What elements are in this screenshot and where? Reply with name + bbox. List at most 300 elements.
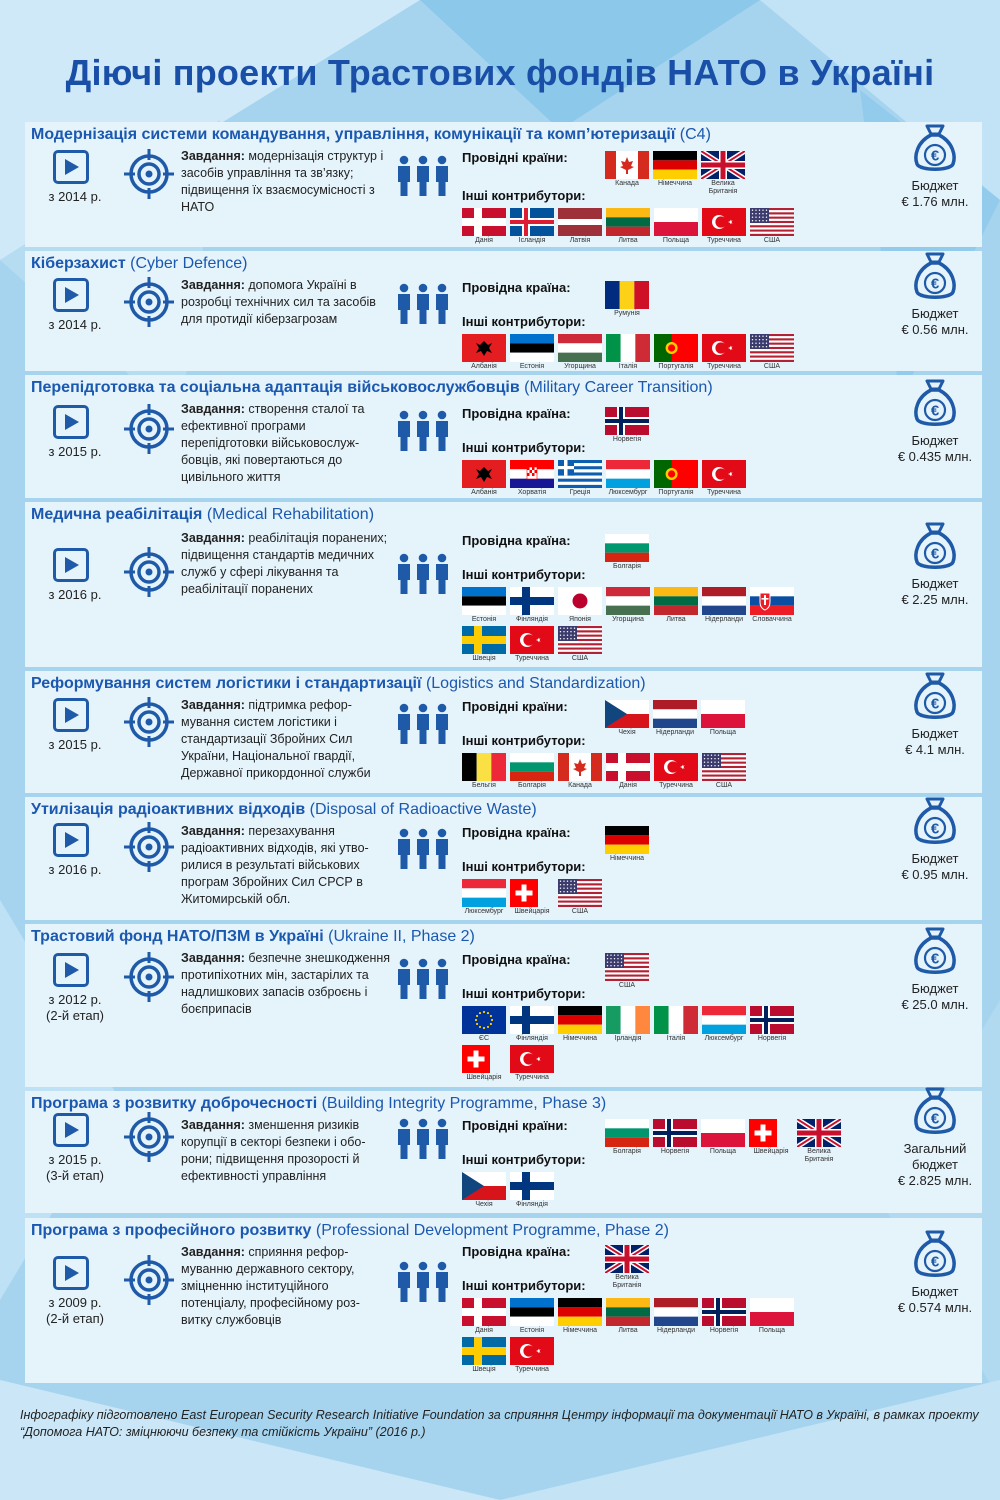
flag-dk xyxy=(606,753,650,790)
task-text: перезахування радіоактивних відходів, які утво-рилися в результаті військових програм Збройних Сил СРСР в Житомирській обл. xyxy=(181,824,369,906)
other-contributors-label: Інші контрибутори: xyxy=(462,188,586,203)
flag-no-icon xyxy=(750,1006,794,1034)
flag-country-name: Велика Британія xyxy=(708,180,738,195)
flag-country-name: Латвія xyxy=(569,237,591,244)
flag-ee xyxy=(510,1298,554,1335)
flag-country-name: Естонія xyxy=(471,616,497,623)
budget-block xyxy=(885,670,985,758)
flag-country-name: Фінляндія xyxy=(516,1201,548,1208)
project-title xyxy=(31,675,646,693)
task-label: Завдання: xyxy=(181,1245,249,1259)
budget-amount: € 2.825 млн. xyxy=(897,1173,973,1188)
flag-al xyxy=(462,334,506,371)
flag-country-name: Італія xyxy=(618,363,638,370)
start-year: з 2015 р. (3-й етап) xyxy=(25,1152,125,1184)
flag-ch xyxy=(510,879,554,916)
flag-ch-icon xyxy=(510,879,554,907)
flag-pl-icon xyxy=(654,208,698,236)
project-task xyxy=(181,1244,391,1329)
flag-country-name: Бельгія xyxy=(472,782,496,789)
flag-country-name: Польща xyxy=(709,729,737,736)
project-title-en: (Military Career Transition) xyxy=(524,379,713,396)
budget-label: Бюджет xyxy=(911,1284,959,1299)
project-title xyxy=(31,379,713,397)
flag-se-icon xyxy=(462,1337,506,1365)
flag-us-icon xyxy=(750,334,794,362)
flag-gb xyxy=(797,1119,841,1164)
flag-country-name: США xyxy=(571,655,589,662)
flag-country-name: Японія xyxy=(569,616,591,623)
flag-us-icon xyxy=(605,953,649,981)
task-label: Завдання: xyxy=(181,149,249,163)
flag-country-name: Словаччина xyxy=(752,616,792,623)
project-title xyxy=(31,506,374,524)
project-phase: (3-й етап) xyxy=(46,1168,104,1183)
flag-country-name: Албанія xyxy=(471,489,497,496)
project-title-en: (C4) xyxy=(679,126,711,143)
budget-block xyxy=(885,795,985,883)
budget-text xyxy=(885,1284,985,1316)
flag-tr-icon xyxy=(510,1045,554,1073)
flag-be-icon xyxy=(462,753,506,781)
task-label: Завдання: xyxy=(181,1118,249,1132)
flag-country-name: Болгарія xyxy=(613,1148,641,1155)
budget-text xyxy=(885,306,985,338)
budget-label: Бюджет xyxy=(911,433,959,448)
flag-country-name: Польща xyxy=(662,237,690,244)
budget-text xyxy=(885,576,985,608)
budget-label: Бюджет xyxy=(911,981,959,996)
project-task xyxy=(181,148,391,216)
flag-al-icon xyxy=(462,460,506,488)
project-task xyxy=(181,823,391,908)
flag-tr xyxy=(654,753,698,790)
target-icon xyxy=(123,821,175,878)
other-contributors-label: Інші контрибутори: xyxy=(462,1152,586,1167)
lead-countries-label: Провідна країна: xyxy=(462,825,571,840)
project-section xyxy=(25,1091,982,1213)
flag-us xyxy=(558,879,602,916)
money-bag-euro-icon xyxy=(911,670,959,722)
flag-country-name: Чехія xyxy=(475,1201,493,1208)
budget-text xyxy=(885,178,985,210)
flag-de-icon xyxy=(653,151,697,179)
play-icon xyxy=(53,278,89,312)
flag-cz xyxy=(462,1172,506,1209)
flag-country-name: Німеччина xyxy=(562,1035,598,1042)
project-title-uk: Медична реабілітація xyxy=(31,506,207,523)
flag-country-name: Туреччина xyxy=(659,782,693,789)
budget-text xyxy=(885,433,985,465)
flag-country-name: Люксембург xyxy=(608,489,648,496)
flag-cz-icon xyxy=(605,700,649,728)
project-title-en: (Professional Development Programme, Phase 2) xyxy=(315,1222,669,1239)
flag-country-name: Естонія xyxy=(519,1327,545,1334)
budget-label: Бюджет xyxy=(911,726,959,741)
project-section xyxy=(25,1218,982,1383)
svg-text:€: € xyxy=(930,820,940,838)
flag-country-name: Швейцарія xyxy=(466,1074,502,1081)
task-label: Завдання: xyxy=(181,531,249,545)
flag-it xyxy=(606,334,650,371)
flag-country-name: США xyxy=(763,363,781,370)
flag-tr xyxy=(702,208,746,245)
project-task xyxy=(181,277,391,328)
flag-country-name: Норвегія xyxy=(660,1148,690,1155)
flag-se xyxy=(462,626,506,663)
other-contributors-label: Інші контрибутори: xyxy=(462,859,586,874)
flag-country-name: США xyxy=(618,982,636,989)
money-bag-euro-icon xyxy=(911,377,959,429)
flag-country-name: Люксембург xyxy=(704,1035,744,1042)
other-contributors-label: Інші контрибутори: xyxy=(462,314,586,329)
project-section xyxy=(25,797,982,920)
flag-country-name: Чехія xyxy=(618,729,636,736)
flag-de-icon xyxy=(558,1298,602,1326)
flag-country-name: Португалія xyxy=(658,363,694,370)
flag-gb xyxy=(605,1245,649,1290)
project-title xyxy=(31,928,475,946)
flag-lu-icon xyxy=(462,879,506,907)
budget-label: Бюджет xyxy=(911,851,959,866)
flag-country-name: Ірландія xyxy=(614,1035,642,1042)
flag-de-icon xyxy=(558,1006,602,1034)
flag-ee-icon xyxy=(462,587,506,615)
start-year: з 2014 р. xyxy=(48,317,102,332)
flag-country-name: Велика Британія xyxy=(612,1274,642,1289)
flag-no-icon xyxy=(702,1298,746,1326)
project-title xyxy=(31,1222,669,1240)
budget-amount: € 2.25 млн. xyxy=(901,592,969,607)
flag-country-name: Люксембург xyxy=(464,908,504,915)
flag-country-name: Фінляндія xyxy=(516,616,548,623)
money-bag-euro-icon xyxy=(911,122,959,174)
project-title-en: (Logistics and Standardization) xyxy=(425,675,646,692)
flag-country-name: Данія xyxy=(619,782,637,789)
flag-us-icon xyxy=(558,626,602,654)
flag-hr xyxy=(510,460,554,497)
budget-label: Бюджет xyxy=(911,178,959,193)
other-contributors-label: Інші контрибутори: xyxy=(462,986,586,1001)
flag-pl-icon xyxy=(750,1298,794,1326)
flag-dk xyxy=(462,208,506,245)
money-bag-euro-icon xyxy=(911,1228,959,1280)
budget-text xyxy=(885,851,985,883)
flag-country-name: Румунія xyxy=(614,310,640,317)
flag-tr-icon xyxy=(654,753,698,781)
flag-country-name: Канада xyxy=(568,782,592,789)
flag-country-name: Албанія xyxy=(471,363,497,370)
svg-text:€: € xyxy=(930,147,940,165)
flag-country-name: Хорватія xyxy=(517,489,547,496)
budget-amount: € 0.574 млн. xyxy=(897,1300,973,1315)
budget-block xyxy=(885,520,985,608)
budget-amount: € 1.76 млн. xyxy=(901,194,969,209)
flag-lt xyxy=(606,1298,650,1335)
flag-nl xyxy=(653,700,697,737)
budget-block xyxy=(885,122,985,210)
flag-country-name: Данія xyxy=(475,1327,493,1334)
flag-dk xyxy=(462,1298,506,1335)
flag-us xyxy=(702,753,746,790)
flag-bg-icon xyxy=(605,534,649,562)
task-text: безпечне знешкодження протипіхотних мін, застарілих та надлишкових запасів озброєнь і боєприпасів xyxy=(181,951,391,1016)
project-phase: (2-й етап) xyxy=(46,1311,104,1326)
other-contributors-label: Інші контрибутори: xyxy=(462,1278,586,1293)
flag-country-name: Німеччина xyxy=(657,180,693,187)
flag-tr-icon xyxy=(702,334,746,362)
money-bag-euro-icon xyxy=(911,1085,959,1137)
flag-ro xyxy=(605,281,649,318)
flag-fi xyxy=(510,587,554,624)
budget-block xyxy=(885,1228,985,1316)
people-icon xyxy=(395,827,451,876)
flag-country-name: Фінляндія xyxy=(516,1035,548,1042)
flag-de xyxy=(558,1006,602,1043)
flag-jp xyxy=(558,587,602,624)
flag-tr-icon xyxy=(510,626,554,654)
project-section xyxy=(25,122,982,247)
flag-jp-icon xyxy=(558,587,602,615)
money-bag-euro-icon xyxy=(911,795,959,847)
flag-country-name: Швеція xyxy=(472,1366,496,1373)
project-title-uk: Утилізація радіоактивних відходів xyxy=(31,801,310,818)
flag-pl xyxy=(701,1119,745,1156)
project-title xyxy=(31,126,711,144)
flag-country-name: Канада xyxy=(615,180,639,187)
flag-country-name: ЄС xyxy=(478,1035,490,1042)
flag-tr-icon xyxy=(702,208,746,236)
flag-no xyxy=(750,1006,794,1043)
flag-tr xyxy=(702,334,746,371)
flag-ro-icon xyxy=(605,281,649,309)
flag-country-name: США xyxy=(763,237,781,244)
lead-countries-label: Провідна країна: xyxy=(462,533,571,548)
flag-country-name: США xyxy=(571,908,589,915)
target-icon xyxy=(123,951,175,1008)
flag-ie-icon xyxy=(606,1006,650,1034)
flag-tr xyxy=(510,1337,554,1374)
flag-country-name: США xyxy=(715,782,733,789)
flag-country-name: Туреччина xyxy=(515,655,549,662)
play-icon xyxy=(53,150,89,184)
flag-ch xyxy=(749,1119,793,1156)
flag-nl xyxy=(702,587,746,624)
project-task xyxy=(181,530,391,598)
flag-ee-icon xyxy=(510,334,554,362)
flag-be xyxy=(462,753,506,790)
target-icon xyxy=(123,696,175,753)
flag-country-name: Греція xyxy=(569,489,591,496)
project-section xyxy=(25,375,982,498)
project-title-uk: Модернізація системи командування, управління, комунікації та комп’ютеризації xyxy=(31,126,680,143)
flag-country-name: Туреччина xyxy=(707,363,741,370)
flag-us-icon xyxy=(558,879,602,907)
flag-gb-icon xyxy=(797,1119,841,1147)
flag-is xyxy=(510,208,554,245)
flag-dk-icon xyxy=(606,753,650,781)
project-title-uk: Реформування систем логістики і стандартизації xyxy=(31,675,426,692)
svg-text:€: € xyxy=(930,275,940,293)
flag-country-name: Туреччина xyxy=(707,237,741,244)
flag-us xyxy=(605,953,649,990)
svg-text:€: € xyxy=(930,1253,940,1271)
flag-country-name: Болгарія xyxy=(518,782,546,789)
flag-tr-icon xyxy=(702,460,746,488)
flag-fi xyxy=(510,1172,554,1209)
flag-hu xyxy=(558,334,602,371)
budget-block xyxy=(885,925,985,1013)
project-title-en: (Medical Rehabilitation) xyxy=(206,506,375,523)
flag-pl xyxy=(654,208,698,245)
flag-pt-icon xyxy=(654,334,698,362)
flag-no xyxy=(605,407,649,444)
flag-ie xyxy=(606,1006,650,1043)
target-icon xyxy=(123,546,175,603)
task-text: підтримка рефор-мування систем логістики і стандартизації Збройних Сил України, Національної гвардії, Державної прикордонної служби xyxy=(181,698,371,780)
project-section xyxy=(25,251,982,371)
people-icon xyxy=(395,957,451,1006)
svg-text:€: € xyxy=(930,402,940,420)
people-icon xyxy=(395,154,451,203)
start-year: з 2012 р. (2-й етап) xyxy=(25,992,125,1024)
start-year: з 2014 р. xyxy=(48,189,102,204)
money-bag-euro-icon xyxy=(911,520,959,572)
task-label: Завдання: xyxy=(181,824,249,838)
task-text: зменшення ризиків корупції в секторі безпеки і обо-рони; підвищення прозорості й ефективності управління xyxy=(181,1118,366,1183)
flag-ee xyxy=(462,587,506,624)
flag-lt-icon xyxy=(654,587,698,615)
people-icon xyxy=(395,702,451,751)
flag-country-name: Німеччина xyxy=(562,1327,598,1334)
project-section xyxy=(25,671,982,793)
flag-nl xyxy=(654,1298,698,1335)
flag-tr-icon xyxy=(510,1337,554,1365)
project-title-en: (Cyber Defence) xyxy=(130,255,248,272)
flag-country-name: Туреччина xyxy=(515,1366,549,1373)
flag-nl-icon xyxy=(654,1298,698,1326)
flag-is-icon xyxy=(510,208,554,236)
project-title-uk: Трастовий фонд НАТО/ПЗМ в Україні xyxy=(31,928,329,945)
flag-pt xyxy=(654,460,698,497)
flag-sk-icon xyxy=(750,587,794,615)
lead-countries-label: Провідна країна: xyxy=(462,952,571,967)
flag-gr-icon xyxy=(558,460,602,488)
flag-no xyxy=(653,1119,697,1156)
flag-country-name: Угорщина xyxy=(564,363,596,370)
start-year: з 2016 р. xyxy=(48,862,102,877)
flag-ee-icon xyxy=(510,1298,554,1326)
flag-country-name: Нідерланди xyxy=(655,729,695,736)
flag-se xyxy=(462,1337,506,1374)
project-title-en: (Building Integrity Programme, Phase 3) xyxy=(321,1095,607,1112)
flag-ca xyxy=(558,753,602,790)
flag-hr-icon xyxy=(510,460,554,488)
money-bag-euro-icon xyxy=(911,925,959,977)
flag-fi xyxy=(510,1006,554,1043)
budget-text xyxy=(885,726,985,758)
task-text: допомога Україні в розробці технічних сил та засобів для протидії кіберзагрозам xyxy=(181,278,376,326)
people-icon xyxy=(395,1260,451,1309)
start-year: з 2016 р. xyxy=(48,587,102,602)
flag-ch-icon xyxy=(749,1119,793,1147)
budget-amount: € 0.95 млн. xyxy=(901,867,969,882)
flag-us xyxy=(558,626,602,663)
flag-country-name: Нідерланди xyxy=(656,1327,696,1334)
flag-lt-icon xyxy=(606,1298,650,1326)
flag-country-name: Ісландія xyxy=(518,237,546,244)
task-label: Завдання: xyxy=(181,402,249,416)
flag-se-icon xyxy=(462,626,506,654)
project-title-uk: Перепідготовка та соціальна адаптація військовослужбовців xyxy=(31,379,525,396)
start-year: з 2009 р. (2-й етап) xyxy=(25,1295,125,1327)
flag-al xyxy=(462,460,506,497)
flag-gb-icon xyxy=(605,1245,649,1273)
target-icon xyxy=(123,1111,175,1168)
budget-block xyxy=(885,250,985,338)
flag-nl-icon xyxy=(653,700,697,728)
flag-country-name: Болгарія xyxy=(613,563,641,570)
play-icon xyxy=(53,548,89,582)
project-task xyxy=(181,697,391,782)
flag-lu xyxy=(606,460,650,497)
project-title-uk: Програма з професійного розвитку xyxy=(31,1222,316,1239)
flag-it xyxy=(654,1006,698,1043)
svg-text:€: € xyxy=(930,695,940,713)
flag-us xyxy=(750,334,794,371)
flag-country-name: Норвегія xyxy=(757,1035,787,1042)
flag-country-name: Литва xyxy=(618,1327,638,1334)
flag-bg xyxy=(510,753,554,790)
play-icon xyxy=(53,823,89,857)
budget-label: Бюджет xyxy=(911,576,959,591)
project-title-uk: Кіберзахист xyxy=(31,255,131,272)
task-label: Завдання: xyxy=(181,698,249,712)
flag-country-name: Норвегія xyxy=(612,436,642,443)
project-section xyxy=(25,502,982,667)
project-title xyxy=(31,1095,606,1113)
flag-lu xyxy=(462,879,506,916)
task-text: модернізація структур і засобів управління та зв’язку; підвищення їх взаємосумісності з НАТО xyxy=(181,149,384,214)
project-task xyxy=(181,950,391,1018)
flag-de xyxy=(558,1298,602,1335)
project-title xyxy=(31,255,247,273)
flag-country-name: Литва xyxy=(666,616,686,623)
budget-block xyxy=(885,1085,985,1189)
start-year: з 2015 р. xyxy=(48,737,102,752)
lead-countries-label: Провідні країни: xyxy=(462,1118,568,1133)
target-icon xyxy=(123,148,175,205)
flag-lu xyxy=(702,1006,746,1043)
project-task xyxy=(181,1117,391,1185)
flag-sk xyxy=(750,587,794,624)
flag-country-name: Португалія xyxy=(658,489,694,496)
flag-ca-icon xyxy=(605,151,649,179)
people-icon xyxy=(395,552,451,601)
flag-no-icon xyxy=(653,1119,697,1147)
task-label: Завдання: xyxy=(181,951,249,965)
flag-bg xyxy=(605,1119,649,1156)
flag-eu xyxy=(462,1006,506,1043)
flag-country-name: Велика Британія xyxy=(804,1148,834,1163)
flag-lt xyxy=(606,208,650,245)
budget-amount: € 0.435 млн. xyxy=(897,449,973,464)
svg-text:€: € xyxy=(930,1110,940,1128)
target-icon xyxy=(123,1254,175,1311)
budget-amount: € 4.1 млн. xyxy=(905,742,965,757)
flag-dk-icon xyxy=(462,1298,506,1326)
flag-bg-icon xyxy=(510,753,554,781)
